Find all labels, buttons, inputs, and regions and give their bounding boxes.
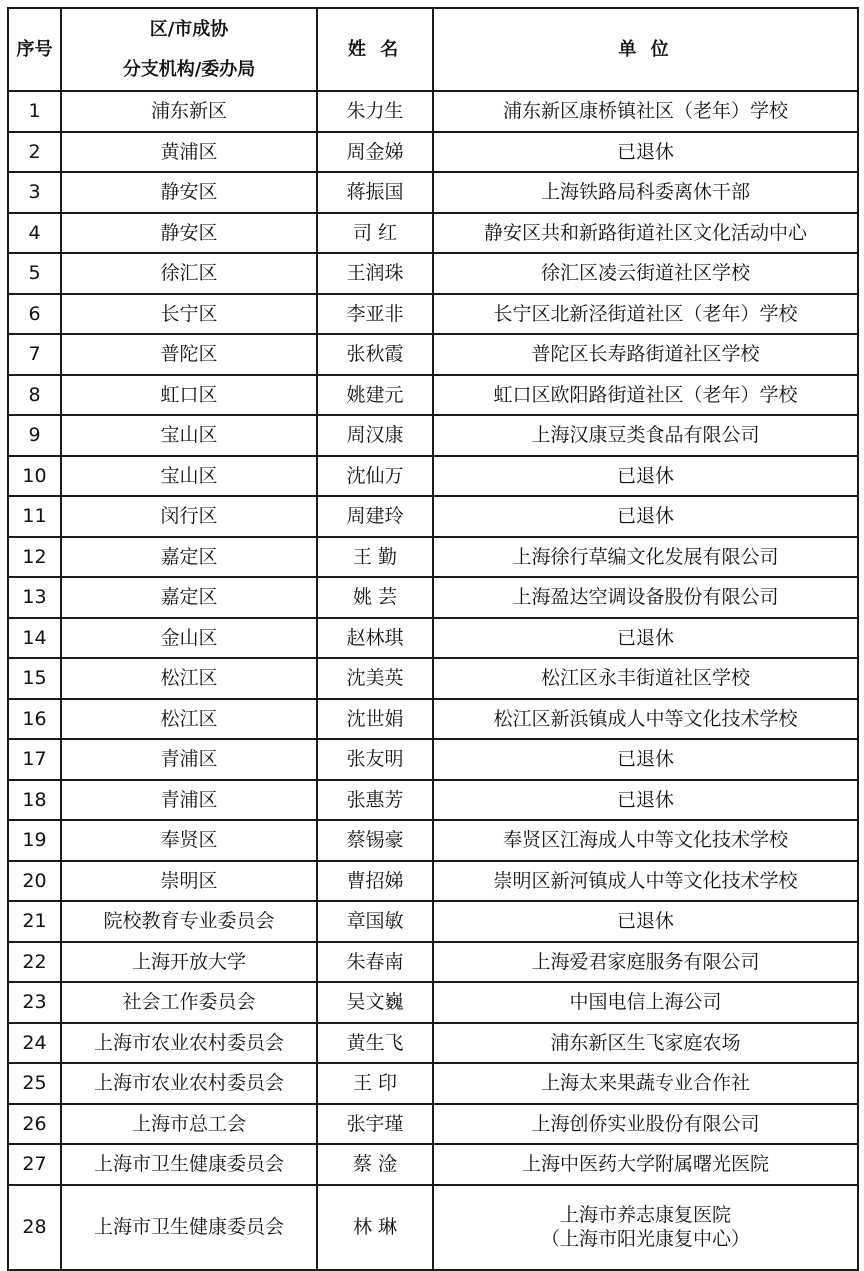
- table-row: [8, 1023, 858, 1064]
- cell-unit: 虹口区欧阳路街道社区（老年）学校: [433, 375, 858, 416]
- cell-unit: 松江区永丰街道社区学校: [433, 658, 858, 699]
- table-row: [8, 1144, 858, 1185]
- cell-name: 蔡锡豪: [317, 820, 433, 861]
- cell-name: 张宇瑾: [317, 1104, 433, 1145]
- cell-name: 姚 芸: [317, 577, 433, 618]
- cell-district: 青浦区: [61, 780, 317, 821]
- header-district-line2: 分支机构/委办局: [122, 58, 256, 80]
- cell-name: 王 勤: [317, 537, 433, 578]
- cell-seq: 21: [8, 901, 61, 942]
- cell-name: 张秋霞: [317, 334, 433, 375]
- cell-seq: 8: [8, 375, 61, 416]
- cell-unit: 上海汉康豆类食品有限公司: [433, 415, 858, 456]
- table-row: [8, 91, 858, 132]
- table-row: [8, 982, 858, 1023]
- table-row: [8, 780, 858, 821]
- table-row: [8, 334, 858, 375]
- cell-unit: 已退休: [433, 780, 858, 821]
- header-unit: 单 位: [433, 8, 858, 91]
- table-row: [8, 253, 858, 294]
- cell-district: 静安区: [61, 172, 317, 213]
- cell-unit: 上海太来果蔬专业合作社: [433, 1063, 858, 1104]
- cell-district: 上海市农业农村委员会: [61, 1023, 317, 1064]
- cell-unit: 崇明区新河镇成人中等文化技术学校: [433, 861, 858, 902]
- cell-name: 赵林琪: [317, 618, 433, 659]
- cell-unit: 已退休: [433, 496, 858, 537]
- cell-name: 沈美英: [317, 658, 433, 699]
- cell-seq: 23: [8, 982, 61, 1023]
- cell-seq: 27: [8, 1144, 61, 1185]
- cell-seq: 2: [8, 132, 61, 173]
- cell-district: 徐汇区: [61, 253, 317, 294]
- table-row: [8, 820, 858, 861]
- table-row: [8, 618, 858, 659]
- cell-unit: 上海爱君家庭服务有限公司: [433, 942, 858, 983]
- table-row: [8, 699, 858, 740]
- cell-name: 吴文巍: [317, 982, 433, 1023]
- cell-seq: 15: [8, 658, 61, 699]
- cell-name: 王 印: [317, 1063, 433, 1104]
- cell-unit: 上海铁路局科委离休干部: [433, 172, 858, 213]
- roster-table: [7, 7, 859, 1271]
- cell-name: 沈仙万: [317, 456, 433, 497]
- cell-name: 周金娣: [317, 132, 433, 173]
- cell-district: 静安区: [61, 213, 317, 254]
- cell-name: 朱春南: [317, 942, 433, 983]
- cell-district: 青浦区: [61, 739, 317, 780]
- header-row: [8, 8, 858, 91]
- cell-unit: 长宁区北新泾街道社区（老年）学校: [433, 294, 858, 335]
- cell-name: 曹招娣: [317, 861, 433, 902]
- cell-district: 金山区: [61, 618, 317, 659]
- cell-seq: 6: [8, 294, 61, 335]
- table-header: [8, 8, 858, 91]
- cell-seq: 12: [8, 537, 61, 578]
- cell-seq: 14: [8, 618, 61, 659]
- cell-unit: 浦东新区康桥镇社区（老年）学校: [433, 91, 858, 132]
- cell-seq: 28: [8, 1185, 61, 1270]
- cell-unit: 已退休: [433, 618, 858, 659]
- cell-district: 黄浦区: [61, 132, 317, 173]
- cell-seq: 4: [8, 213, 61, 254]
- cell-seq: 16: [8, 699, 61, 740]
- table-row: [8, 213, 858, 254]
- cell-unit: 奉贤区江海成人中等文化技术学校: [433, 820, 858, 861]
- cell-name: 周建玲: [317, 496, 433, 537]
- cell-unit: [433, 1185, 858, 1270]
- table-row: [8, 415, 858, 456]
- table-row: [8, 496, 858, 537]
- cell-name: 张友明: [317, 739, 433, 780]
- cell-unit: 徐汇区凌云街道社区学校: [433, 253, 858, 294]
- cell-name: 沈世娟: [317, 699, 433, 740]
- table-row: [8, 537, 858, 578]
- table-row: [8, 1063, 858, 1104]
- cell-unit: 上海盈达空调设备股份有限公司: [433, 577, 858, 618]
- cell-seq: 3: [8, 172, 61, 213]
- cell-name: 朱力生: [317, 91, 433, 132]
- table-row: [8, 577, 858, 618]
- cell-district: 上海市总工会: [61, 1104, 317, 1145]
- cell-unit: 浦东新区生飞家庭农场: [433, 1023, 858, 1064]
- table-row: [8, 861, 858, 902]
- cell-district: 奉贤区: [61, 820, 317, 861]
- cell-seq: 17: [8, 739, 61, 780]
- cell-unit: 静安区共和新路街道社区文化活动中心: [433, 213, 858, 254]
- cell-district: 松江区: [61, 699, 317, 740]
- cell-district: 崇明区: [61, 861, 317, 902]
- table-body: [8, 91, 858, 1270]
- cell-seq: 10: [8, 456, 61, 497]
- cell-district: 宝山区: [61, 415, 317, 456]
- cell-unit: 已退休: [433, 456, 858, 497]
- cell-unit: 已退休: [433, 901, 858, 942]
- table-row: [8, 294, 858, 335]
- cell-district: 上海市农业农村委员会: [61, 1063, 317, 1104]
- cell-district: 社会工作委员会: [61, 982, 317, 1023]
- cell-unit-line1: 上海市养志康复医院: [559, 1204, 731, 1226]
- cell-seq: 26: [8, 1104, 61, 1145]
- cell-unit: 上海徐行草编文化发展有限公司: [433, 537, 858, 578]
- cell-name: 蔡 淦: [317, 1144, 433, 1185]
- table-row: [8, 375, 858, 416]
- header-district: [61, 8, 317, 91]
- cell-name: 姚建元: [317, 375, 433, 416]
- cell-unit: 中国电信上海公司: [433, 982, 858, 1023]
- table-row: [8, 739, 858, 780]
- cell-district: 嘉定区: [61, 577, 317, 618]
- cell-seq: 13: [8, 577, 61, 618]
- header-district-line1: 区/市成协: [149, 18, 229, 40]
- cell-unit: 上海创侨实业股份有限公司: [433, 1104, 858, 1145]
- cell-name: 张惠芳: [317, 780, 433, 821]
- cell-district: 嘉定区: [61, 537, 317, 578]
- cell-name: 周汉康: [317, 415, 433, 456]
- cell-unit: 已退休: [433, 739, 858, 780]
- cell-district: 普陀区: [61, 334, 317, 375]
- cell-seq: 22: [8, 942, 61, 983]
- cell-unit: 松江区新浜镇成人中等文化技术学校: [433, 699, 858, 740]
- cell-seq: 25: [8, 1063, 61, 1104]
- header-seq: 序号: [8, 8, 61, 91]
- cell-district: 长宁区: [61, 294, 317, 335]
- cell-seq: 19: [8, 820, 61, 861]
- cell-district: 院校教育专业委员会: [61, 901, 317, 942]
- cell-seq: 7: [8, 334, 61, 375]
- cell-name: 司 红: [317, 213, 433, 254]
- cell-district: 宝山区: [61, 456, 317, 497]
- cell-seq: 9: [8, 415, 61, 456]
- cell-district: 上海市卫生健康委员会: [61, 1185, 317, 1270]
- cell-seq: 18: [8, 780, 61, 821]
- table-row: [8, 1104, 858, 1145]
- table-row: [8, 132, 858, 173]
- cell-seq: 20: [8, 861, 61, 902]
- cell-unit: 已退休: [433, 132, 858, 173]
- cell-seq: 24: [8, 1023, 61, 1064]
- table-row: [8, 172, 858, 213]
- table-row: [8, 901, 858, 942]
- table-row: [8, 942, 858, 983]
- cell-district: 上海开放大学: [61, 942, 317, 983]
- cell-name: 李亚非: [317, 294, 433, 335]
- cell-name: 林 琳: [317, 1185, 433, 1270]
- cell-seq: 11: [8, 496, 61, 537]
- cell-district: 闵行区: [61, 496, 317, 537]
- cell-district: 浦东新区: [61, 91, 317, 132]
- cell-unit: 上海中医药大学附属曙光医院: [433, 1144, 858, 1185]
- cell-name: 蒋振国: [317, 172, 433, 213]
- cell-district: 松江区: [61, 658, 317, 699]
- cell-district: 虹口区: [61, 375, 317, 416]
- cell-name: 章国敏: [317, 901, 433, 942]
- table-row: [8, 456, 858, 497]
- cell-unit-line2: （上海市阳光康复中心）: [540, 1228, 750, 1250]
- cell-seq: 5: [8, 253, 61, 294]
- cell-name: 黄生飞: [317, 1023, 433, 1064]
- table-row: [8, 1185, 858, 1270]
- cell-unit: 普陀区长寿路街道社区学校: [433, 334, 858, 375]
- cell-seq: 1: [8, 91, 61, 132]
- cell-district: 上海市卫生健康委员会: [61, 1144, 317, 1185]
- cell-name: 王润珠: [317, 253, 433, 294]
- table-row: [8, 658, 858, 699]
- header-name: 姓 名: [317, 8, 433, 91]
